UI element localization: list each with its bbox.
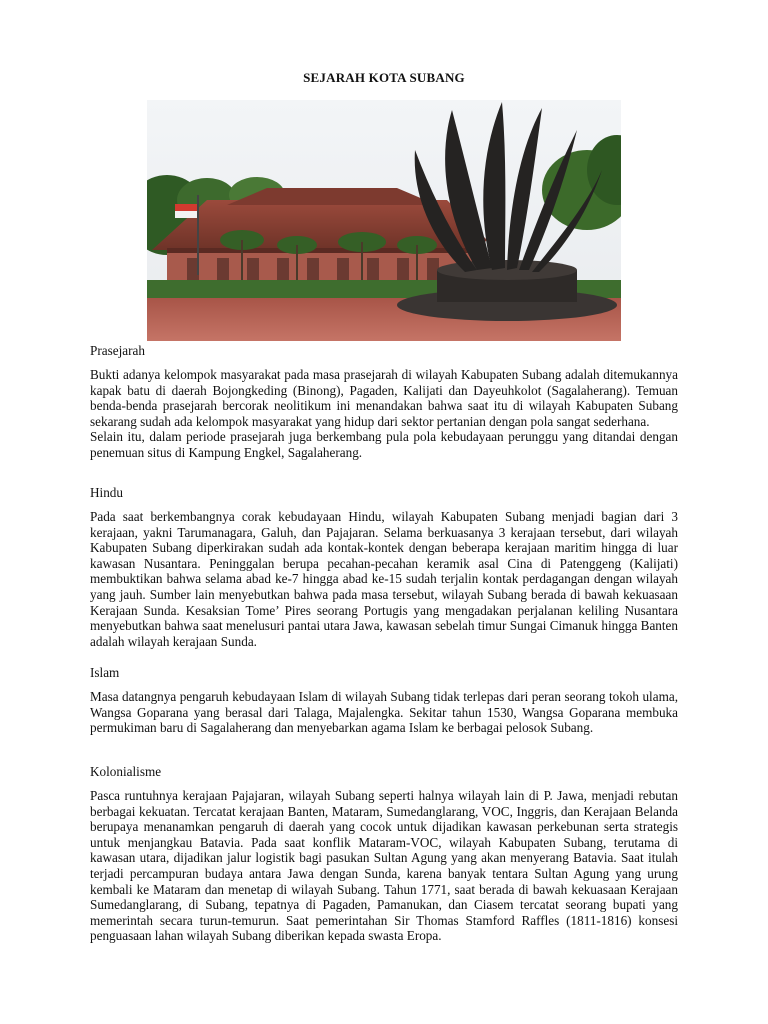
section-heading-kolonialisme: Kolonialisme <box>90 764 162 779</box>
section-heading-islam: Islam <box>90 665 120 680</box>
section-heading-prasejarah: Prasejarah <box>90 343 145 358</box>
section-body-kolonialisme <box>90 788 678 944</box>
paragraph: Pasca runtuhnya kerajaan Pajajaran, wilayah Subang seperti halnya wilayah lain di P. Jawa, menjadi rebutan berbagai kekuatan. Tercatat kerajaan Banten, Mataram, Sumedanglarang, VOC, Inggris, dan Kerajaan Belanda berupaya menanamkan pengaruh di daerah yang cocok untuk dijadikan kawasan perkebunan serta strategis untuk menjangkau Batavia. Pada saat konflik Mataram-VOC, wilayah Kabupaten Subang, terutama di kawasan utara, dijadikan jalur logistik bagi pasukan Sultan Agung yang akan menyerang Batavia. Saat itulah terjadi percampuran budaya antara Jawa dengan Sunda, karena banyak tentara Sultan Agung yang urung kembali ke Mataram dan menetap di wilayah Subang. Tahun 1771, saat berada di bawah kekuasaan Kerajaan Sumedanglarang, di Subang, tepatnya di Pagaden, Pamanukan, dan Ciasem tercatat seorang bupati yang memerintah secara turun-temurun. Saat pemerintahan Sir Thomas Stamford Raffles (1811-1816) konsesi penguasaan lahan wilayah Subang diberikan kepada swasta Eropa. <box>90 788 678 944</box>
paragraph: Masa datangnya pengaruh kebudayaan Islam di wilayah Subang tidak terlepas dari peran seorang tokoh ulama, Wangsa Goparana yang berasal dari Talaga, Majalengka. Sekitar tahun 1530, Wangsa Goparana membuka permukiman baru di Sagalaherang dan menyebarkan agama Islam ke berbagai pelosok Subang. <box>90 689 678 736</box>
paragraph: Pada saat berkembangnya corak kebudayaan Hindu, wilayah Kabupaten Subang menjadi bagian dari 3 kerajaan, yakni Tarumanagara, Galuh, dan Pajajaran. Selama berkuasanya 3 kerajaan tersebut, dari wilayah Kabupaten Subang diperkirakan sudah ada kontak-kontek dengan beberapa kerajaan maritim hingga di luar kawasan Nusantara. Peninggalan berupa pecahan-pecahan keramik asal Cina di Patenggeng (Kalijati) membuktikan bahwa selama abad ke-7 hingga abad ke-15 sudah terjalin kontak perdagangan dengan wilayah yang jauh. Sumber lain menyebutkan bahwa pada masa tersebut, wilayah Subang berada di bawah kekuasaan Kerajaan Sunda. Kesaksian Tome’ Pires seorang Portugis yang mengadakan perjalanan keliling Nusantara menyebutkan bahwa saat menelusuri pantai utara Jawa, kawasan sebelah timur Sungai Cimanuk hingga Banten adalah wilayah kerajaan Sunda. <box>90 509 678 649</box>
document-title: SEJARAH KOTA SUBANG <box>303 70 465 85</box>
section-heading-hindu: Hindu <box>90 485 123 500</box>
section-body-islam <box>90 689 678 736</box>
paragraph: Bukti adanya kelompok masyarakat pada masa prasejarah di wilayah Kabupaten Subang adalah ditemukannya kapak batu di daerah Bojongkeding (Binong), Pagaden, Kalijati dan Dayeuhkolot (Sagalaherang). Temuan benda-benda prasejarah bercorak neolitikum ini menandakan bahwa saat itu di wilayah Kabupaten Subang sekarang sudah ada kelompok masyarakat yang hidup dari sektor pertanian dengan pola sangat sederhana. <box>90 367 678 429</box>
monument-photo <box>147 100 621 341</box>
paragraph: Selain itu, dalam periode prasejarah juga berkembang pula pola kebudayaan perunggu yang ditandai dengan penemuan situs di Kampung Engkel, Sagalaherang. <box>90 429 678 460</box>
section-body-hindu <box>90 509 678 649</box>
section-body-prasejarah <box>90 367 678 461</box>
